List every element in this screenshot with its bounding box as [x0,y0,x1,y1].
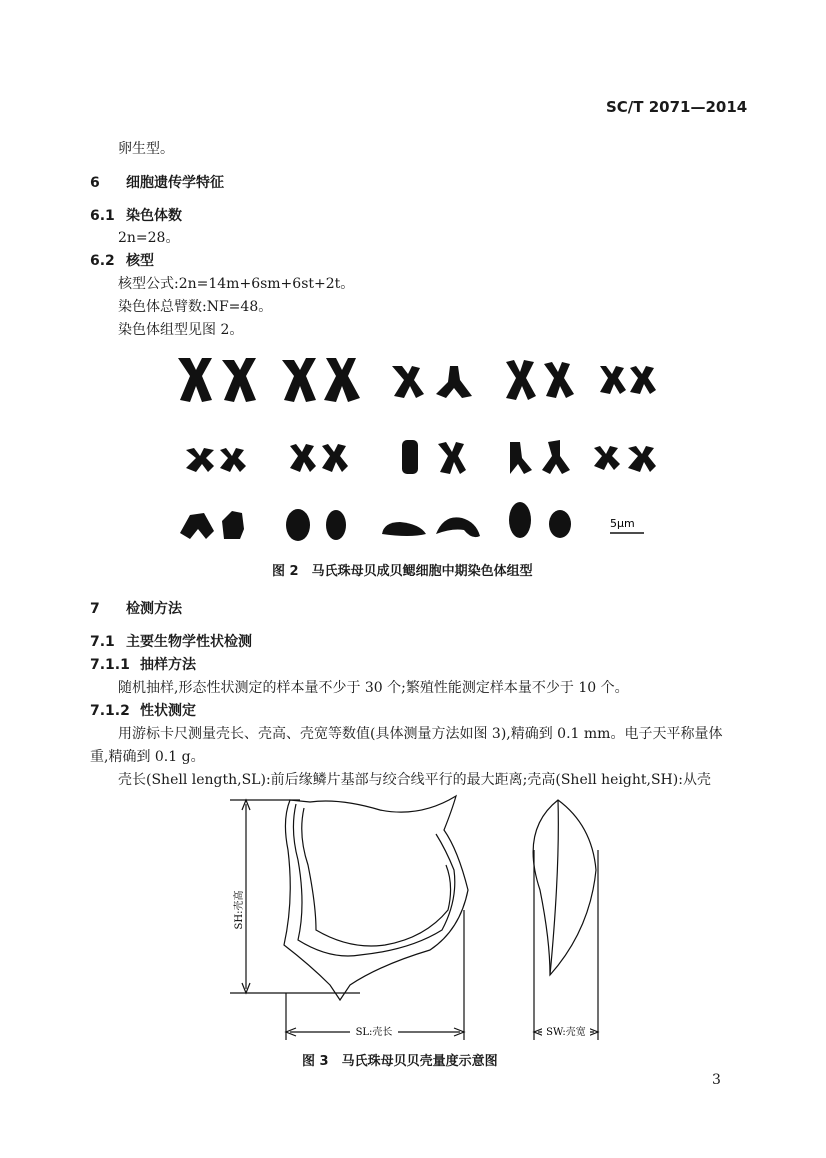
chromosome-pair [510,440,570,474]
chromosome-pair [178,358,256,402]
chromosome-pair [392,366,472,398]
shell-outline-middle [293,804,454,956]
section-7-1-1-heading [90,654,196,674]
chromosome-pair [282,358,360,402]
section-title: 主要生物学性状检测 [126,634,252,650]
figure-2-caption: 图 2 马氏珠母贝成贝鳃细胞中期染色体组型 [272,564,533,579]
section-title: 核型 [126,253,154,269]
section-number: 7 [90,601,100,617]
section-number: 6 [90,175,100,191]
chromosome-pair [600,366,656,394]
scale-bar-label: 5μm [610,517,635,530]
section-title: 染色体数 [126,208,182,224]
karyotype-line-3: 染色体组型见图 2。 [118,322,244,338]
oviparous-line: 卵生型。 [118,141,174,157]
section-number: 7.1.2 [90,703,130,719]
section-7-heading [90,598,182,618]
shell-measurement-figure [220,790,620,1050]
sampling-text: 随机抽样,形态性状测定的样本量不少于 30 个;繁殖性能测定样本量不少于 10 个。 [118,680,629,696]
chromosome-pair [506,360,574,400]
sh-label: SH:壳高 [234,890,245,930]
shell-outline-outer [284,796,468,1000]
section-title: 细胞遗传学特征 [126,175,224,191]
shell-side-seam [550,800,558,975]
standard-code: SC/T 2071—2014 [606,98,748,116]
section-title: 抽样方法 [140,657,196,673]
chromosome-pair [290,444,348,472]
section-number: 6.1 [90,208,115,224]
measurement-text-1a: 用游标卡尺测量壳长、壳高、壳宽等数值(具体测量方法如图 3),精确到 0.1 mm。电子天平称量体 [118,726,723,742]
page-number: 3 [712,1072,721,1088]
chromosome-pair [186,448,246,472]
karyotype-line-2: 染色体总臂数:NF=48。 [118,299,273,315]
section-title: 性状测定 [140,703,196,719]
figure-3-caption: 图 3 马氏珠母贝贝壳量度示意图 [302,1054,498,1069]
measurement-text-1b: 重,精确到 0.1 g。 [90,749,205,765]
chromosome-pair [594,446,656,472]
section-number: 6.2 [90,253,115,269]
sl-label: SL:壳长 [355,1027,393,1038]
chromosome-number-text: 2n=28。 [118,230,180,246]
chromosome-pair [180,511,244,539]
measurement-text-2: 壳长(Shell length,SL):前后缘鳞片基部与绞合线平行的最大距离;壳高(Shell height,SH):从壳 [118,772,711,788]
shell-side-view [533,800,596,975]
karyotype-line-1: 核型公式:2n=14m+6sm+6st+2t。 [118,276,355,292]
section-6-1-heading [90,205,182,225]
section-7-1-2-heading [90,700,196,720]
shell-outline-inner [302,808,451,946]
chromosome-pair [382,517,480,537]
section-title: 检测方法 [126,601,182,617]
chromosome-pair [286,509,346,541]
section-6-heading [90,172,224,192]
chromosome-pair [402,440,466,474]
chromosome-pair [509,502,571,538]
section-number: 7.1.1 [90,657,130,673]
sw-label: SW:壳宽 [546,1027,586,1038]
section-6-2-heading [90,250,154,270]
section-number: 7.1 [90,634,115,650]
section-7-1-heading [90,631,252,651]
karyotype-figure [160,350,680,560]
